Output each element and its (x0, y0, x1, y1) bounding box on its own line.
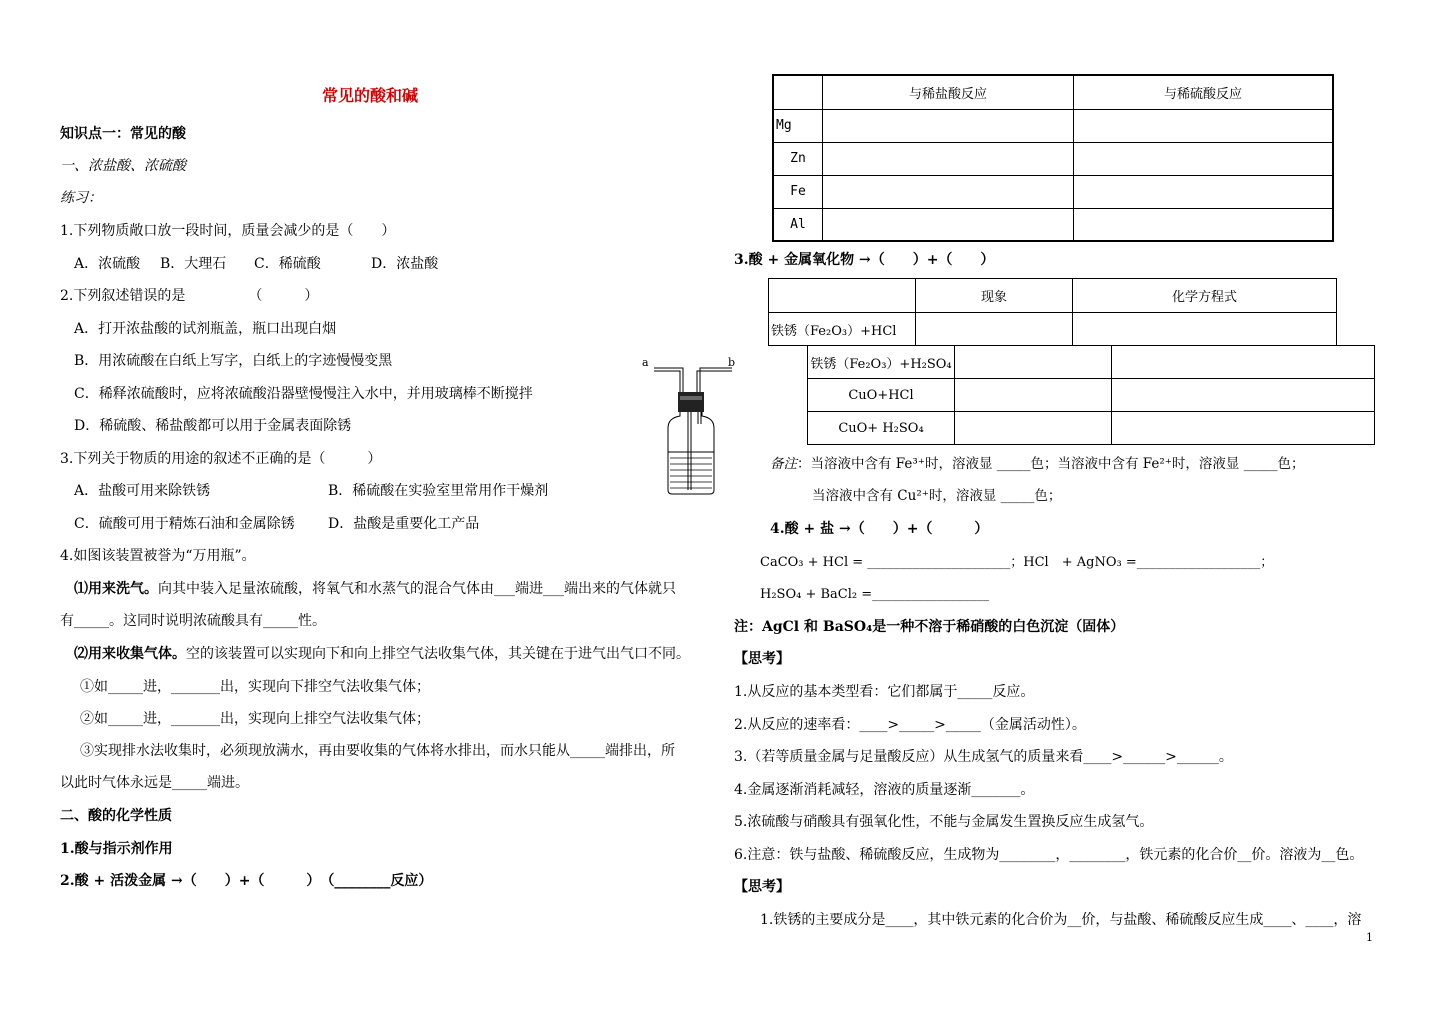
q2-option-d: D．稀硫酸、稀盐酸都可以用于金属表面除锈 (74, 418, 352, 434)
q3-option-c: C．硫酸可用于精炼石油和金属除锈 (74, 516, 295, 532)
table2-row-label: CuO+ H₂SO₄ (808, 412, 955, 445)
q4-part1 (74, 582, 676, 596)
table2-cell (1112, 412, 1375, 445)
think-2: 2.从反应的速率看：____>_____>_____（金属活动性）。 (734, 717, 1086, 733)
table1-cell (823, 109, 1074, 142)
q4-part2-c: ③实现排水法收集时，必须现放满水，再由要收集的气体将水排出，而水只能从_____端排出，所 (80, 743, 675, 759)
think-5: 5.浓硫酸与硝酸具有强氧化性，不能与金属发生置换反应生成氢气。 (734, 814, 1154, 830)
table1-row-label: Al (773, 208, 823, 241)
precipitate-note: 注：AgCl 和 BaSO₄是一种不溶于稀硝酸的白色沉淀（固体） (734, 619, 1125, 635)
property-3: 3.酸 + 金属氧化物 →（ ）+（ ） (734, 252, 995, 268)
q3-option-a: A．盐酸可用来除铁锈 (74, 483, 211, 499)
q4-part2 (74, 647, 690, 661)
metal-oxide-table-bottom (807, 345, 1375, 445)
q1-option-b: B．大理石 (160, 256, 227, 272)
table1-cell (1074, 208, 1334, 241)
think-3: 3.（若等质量金属与足量酸反应）从生成氢气的质量来看____>______>______。 (734, 749, 1233, 765)
q4-part1-label: ⑴用来洗气。 (74, 581, 158, 597)
q2-option-a: A．打开浓盐酸的试剂瓶盖，瓶口出现白烟 (74, 321, 337, 337)
question-1: 1.下列物质敞口放一段时间，质量会减少的是（ ） (60, 223, 396, 239)
table2-row-label: 铁锈（Fe₂O₃）+HCl (769, 313, 916, 346)
table1-row-label: Mg (773, 109, 823, 142)
rust-question: 1.铁锈的主要成分是____，其中铁元素的化合价为__价，与盐酸、稀硫酸反应生成____、____，溶 (760, 912, 1362, 928)
table1-cell (823, 142, 1074, 175)
apparatus-label-b: b (728, 356, 736, 369)
table1-cell (823, 208, 1074, 241)
table1-cell (823, 175, 1074, 208)
page-title: 常见的酸和碱 (322, 86, 419, 105)
table2-cell (955, 346, 1112, 379)
table1-cell (1074, 142, 1334, 175)
practice-label: 练习： (60, 190, 102, 206)
property-4: 4.酸 + 盐 →（ ）+（ ） (770, 521, 989, 537)
q2-option-c: C．稀释浓硫酸时，应将浓硫酸沿器壁慢慢注入水中，并用玻璃棒不断搅拌 (74, 386, 533, 402)
table1-row-label: Fe (773, 175, 823, 208)
gas-bottle-icon (636, 352, 740, 498)
table1-header-h2so4: 与稀硫酸反应 (1074, 75, 1334, 109)
table1-cell (1074, 175, 1334, 208)
think-heading-1: 【思考】 (734, 651, 790, 667)
q4-part1-text: 向其中装入足量浓硫酸，将氧气和水蒸气的混合气体由___端进___端出来的气体就只 (158, 581, 676, 597)
table1-header-blank (773, 75, 823, 109)
q4-part1-cont: 有_____。这同时说明浓硫酸具有_____性。 (60, 613, 326, 629)
table2-cell (916, 313, 1073, 346)
table2-header-equation: 化学方程式 (1073, 279, 1337, 313)
section-heading: 一、浓盐酸、浓硫酸 (60, 158, 186, 174)
table2-row-label: 铁锈（Fe₂O₃）+H₂SO₄ (808, 346, 955, 379)
table2-row-label: CuO+HCl (808, 379, 955, 412)
q4-part2-a: ①如_____进，_______出，实现向下排空气法收集气体； (80, 679, 430, 695)
knowledge-point-heading: 知识点一：常见的酸 (60, 126, 186, 142)
think-heading-2: 【思考】 (734, 879, 790, 895)
question-2: 2.下列叙述错误的是 （ ） (60, 288, 319, 304)
note-text: ：当溶液中含有 Fe³⁺时，溶液显 _____色；当溶液中含有 Fe²⁺时，溶液显 _____色； (797, 456, 1305, 472)
note-label: 备注 (770, 456, 797, 472)
table1-cell (1074, 109, 1334, 142)
note-colors-cont: 当溶液中含有 Cu²⁺时，溶液显 _____色； (812, 488, 1062, 504)
think-4: 4.金属逐渐消耗减轻，溶液的质量逐渐_______。 (734, 782, 1035, 798)
table2-header-blank (769, 279, 916, 313)
q4-part2-text: 空的该装置可以实现向下和向上排空气法收集气体，其关键在于进气出气口不同。 (186, 646, 690, 662)
apparatus-label-a: a (642, 356, 649, 369)
q3-option-b: B．稀硫酸在实验室里常用作干燥剂 (328, 483, 549, 499)
think-1: 1.从反应的基本类型看：它们都属于_____反应。 (734, 684, 1035, 700)
table2-cell (1112, 379, 1375, 412)
q2-option-b: B．用浓硫酸在白纸上写字，白纸上的字迹慢慢变黑 (74, 353, 393, 369)
equation-2: H₂SO₄ + BaCl₂ =__________________ (760, 587, 990, 602)
property-2: 2.酸 + 活泼金属 →（ ）+（ ） （________反应） (60, 873, 433, 889)
q3-option-d: D．盐酸是重要化工产品 (328, 516, 480, 532)
table2-cell (955, 412, 1112, 445)
equation-1: CaCO₃ + HCl = ______________________；HCl + AgNO₃ =___________________； (760, 555, 1274, 570)
table1-row-label: Zn (773, 142, 823, 175)
property-1: 1.酸与指示剂作用 (60, 841, 173, 857)
q4-part2-b: ②如_____进，_______出，实现向上排空气法收集气体； (80, 711, 430, 727)
think-6: 6.注意：铁与盐酸、稀硫酸反应，生成物为________，________，铁元素的化合价__价。溶液为__色。 (734, 847, 1364, 863)
table2-cell (955, 379, 1112, 412)
q4-part2-label: ⑵用来收集气体。 (74, 646, 186, 662)
q1-option-d: D．浓盐酸 (371, 256, 439, 272)
page-number: 1 (1366, 931, 1373, 944)
table1-header-hcl: 与稀盐酸反应 (823, 75, 1074, 109)
question-3: 3.下列关于物质的用途的叙述不正确的是（ ） (60, 451, 382, 467)
metal-acid-table (772, 74, 1334, 242)
q1-option-a: A．浓硫酸 (74, 256, 141, 272)
question-4: 4.如图该装置被誉为“万用瓶”。 (60, 548, 256, 564)
q1-option-c: C．稀硫酸 (254, 256, 321, 272)
table2-header-phenomenon: 现象 (916, 279, 1073, 313)
table2-cell (1112, 346, 1375, 379)
table2-cell (1073, 313, 1337, 346)
q4-part2-c-cont: 以此时气体永远是_____端进。 (60, 775, 249, 791)
metal-oxide-table-top (768, 278, 1337, 346)
section-2-heading: 二、酸的化学性质 (60, 808, 172, 824)
note-colors (770, 458, 1304, 472)
